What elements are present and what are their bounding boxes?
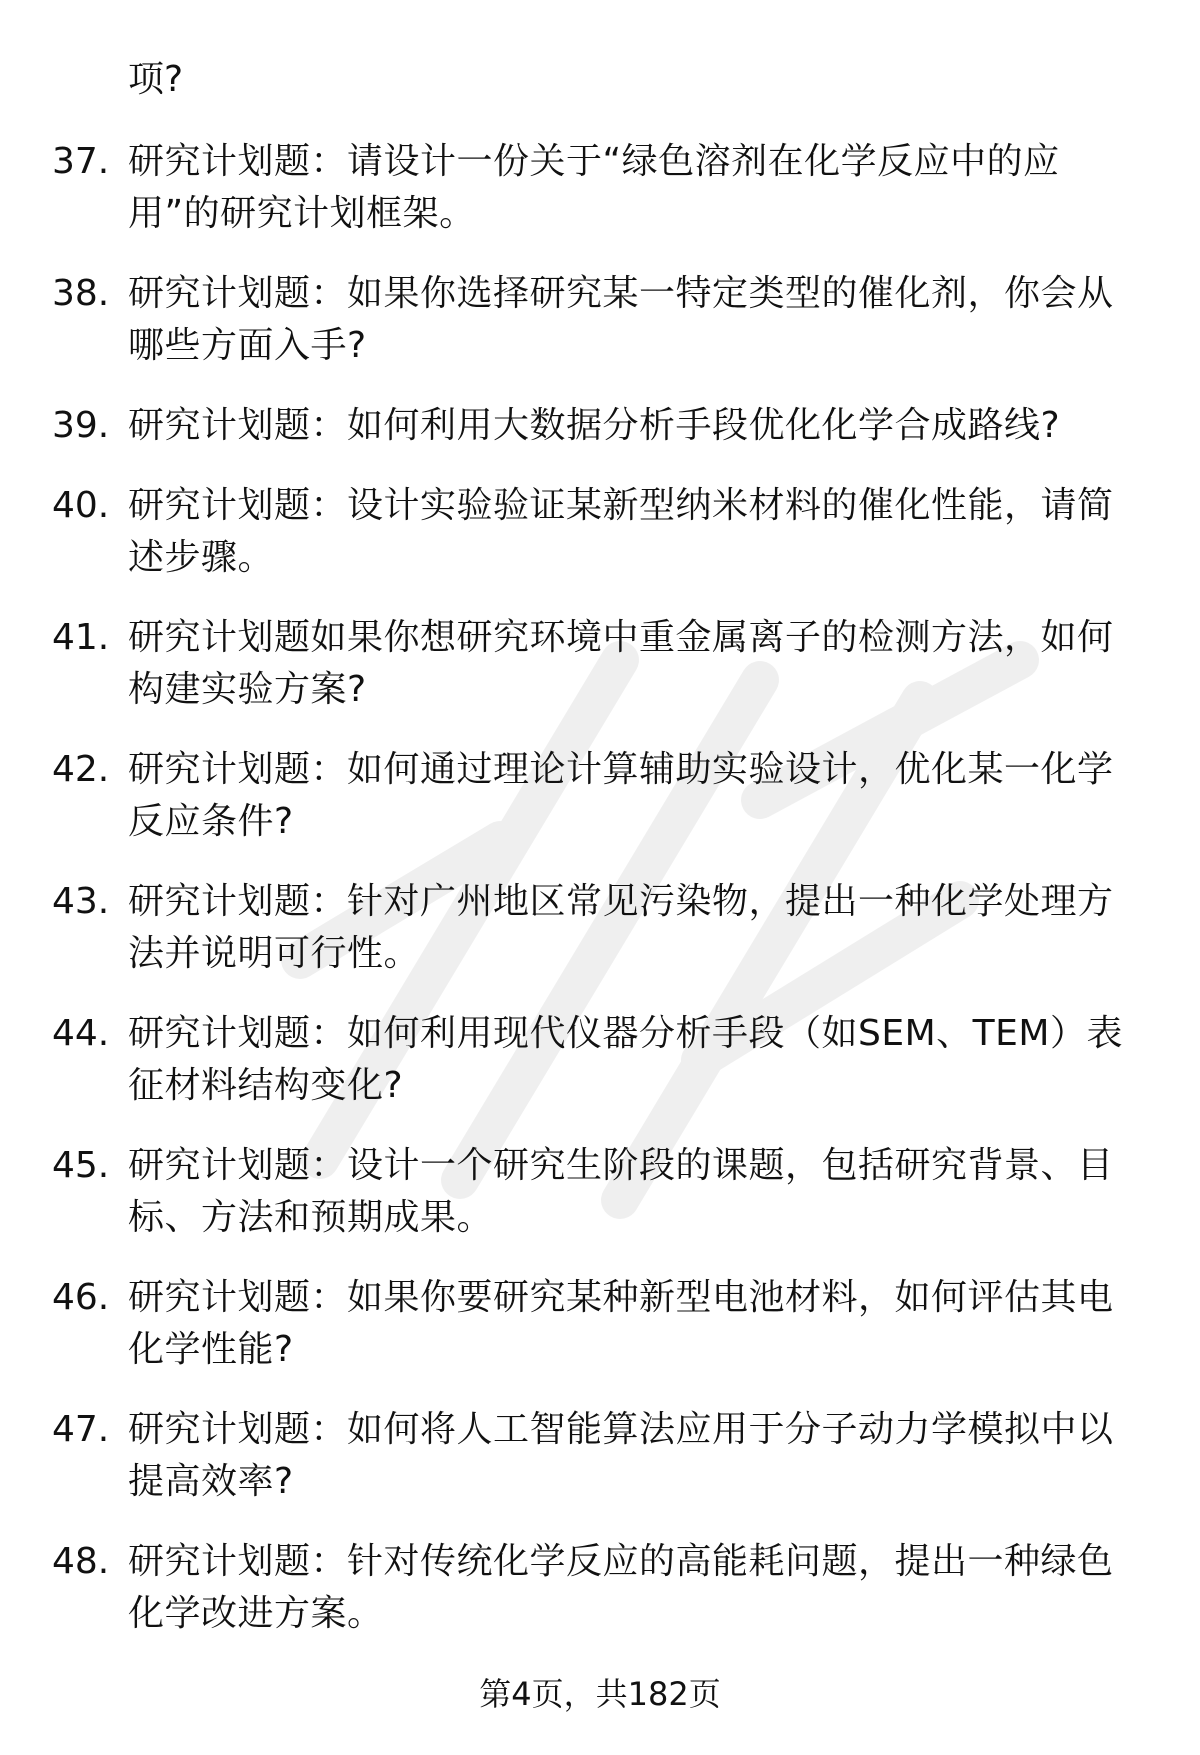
question-number: 41. <box>52 617 110 658</box>
list-item <box>0 744 1200 848</box>
question-number: 45. <box>52 1145 110 1186</box>
continuation-text: 项? <box>128 59 184 100</box>
question-text: 研究计划题：如何利用现代仪器分析手段（如SEM、TEM）表征材料结构变化? <box>128 1013 1123 1106</box>
page-footer: 第4页，共182页 <box>479 1675 721 1713</box>
question-text: 研究计划题：针对广州地区常见污染物，提出一种化学处理方法并说明可行性。 <box>128 881 1114 974</box>
list-item <box>0 1008 1200 1112</box>
question-text: 研究计划题：如果你选择研究某一特定类型的催化剂，你会从哪些方面入手? <box>128 273 1114 366</box>
list-item <box>0 1272 1200 1376</box>
question-number: 46. <box>52 1277 110 1318</box>
question-number: 42. <box>52 749 110 790</box>
list-item <box>0 400 1200 452</box>
question-text: 研究计划题：如果你要研究某种新型电池材料，如何评估其电化学性能? <box>128 1277 1114 1370</box>
question-text: 研究计划题：如何利用大数据分析手段优化化学合成路线? <box>128 405 1061 446</box>
question-text: 研究计划题如果你想研究环境中重金属离子的检测方法，如何构建实验方案? <box>128 617 1114 710</box>
list-item <box>0 1536 1200 1640</box>
question-text: 研究计划题：设计实验验证某新型纳米材料的催化性能，请简述步骤。 <box>128 485 1114 578</box>
question-text: 研究计划题：针对传统化学反应的高能耗问题，提出一种绿色化学改进方案。 <box>128 1541 1114 1634</box>
list-item <box>0 876 1200 980</box>
question-number: 48. <box>52 1541 110 1582</box>
question-list <box>0 136 1200 1668</box>
question-text: 研究计划题：设计一个研究生阶段的课题，包括研究背景、目标、方法和预期成果。 <box>128 1145 1114 1238</box>
list-item <box>0 136 1200 240</box>
question-text: 研究计划题：如何通过理论计算辅助实验设计，优化某一化学反应条件? <box>128 749 1114 842</box>
list-item <box>0 1404 1200 1508</box>
question-text: 研究计划题：请设计一份关于“绿色溶剂在化学反应中的应用”的研究计划框架。 <box>128 141 1060 234</box>
list-item <box>0 268 1200 372</box>
question-number: 37. <box>52 141 110 182</box>
question-number: 44. <box>52 1013 110 1054</box>
list-item <box>0 480 1200 584</box>
question-number: 38. <box>52 273 110 314</box>
list-item <box>0 1140 1200 1244</box>
question-number: 40. <box>52 485 110 526</box>
question-number: 43. <box>52 881 110 922</box>
list-item <box>0 612 1200 716</box>
question-number: 39. <box>52 405 110 446</box>
question-text: 研究计划题：如何将人工智能算法应用于分子动力学模拟中以提高效率? <box>128 1409 1114 1502</box>
question-number: 47. <box>52 1409 110 1450</box>
